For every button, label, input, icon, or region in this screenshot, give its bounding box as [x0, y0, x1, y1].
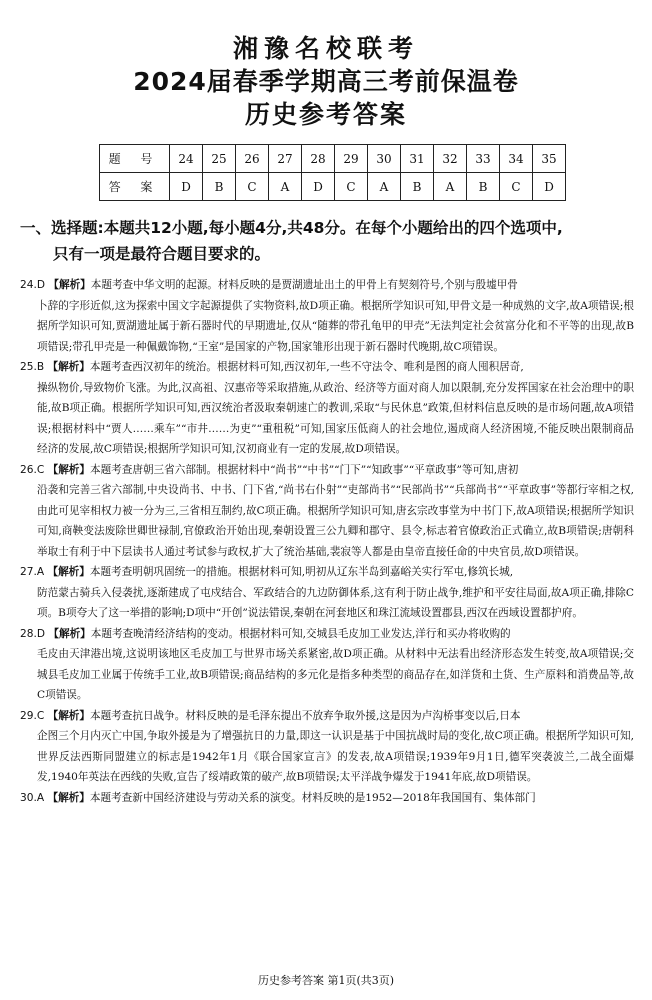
answer-cell: D	[533, 173, 566, 201]
analysis-tag: 【解析】	[47, 709, 90, 722]
explanation-first-line: 本题考查唐朝三省六部制。根据材料中“尚书”“中书”“门下”“知政事”“平章政事”等可知,唐初	[90, 463, 519, 476]
section-heading	[20, 215, 645, 267]
explanation-first-line: 本题考查西汉初年的统治。根据材料可知,西汉初年,一些不守法令、唯利是图的商人囤积居奇,	[89, 361, 524, 373]
answer-cell: A	[269, 173, 302, 201]
explanation-first-line: 本题考查明朝巩固统一的措施。根据材料可知,明初从辽东半岛到嘉峪关实行军屯,修筑长城,	[89, 566, 514, 578]
explanation-30	[20, 788, 634, 809]
explanation-body: 企图三个月内灭亡中国,争取外援是为了增强抗日的力量,即这一认识是基于中国抗战时局的变化,故C项正确。根据所学知识可知,世界反法西斯同盟建立的标志是1942年1月《联合国家宣言》的发表,故A项错误;1939年9月1日,德军突袭波兰,二战全面爆发,1940年英法在西线的失败,宣告了绥靖政策的破产,故B项错误;太平洋战争爆发于1941年底,故D项错误。	[37, 730, 634, 783]
explanation-26	[20, 460, 634, 563]
question-number-cell: 33	[467, 145, 500, 173]
answer-cell: C	[236, 173, 269, 201]
explanation-body: 卜辞的字形近似,这为探索中国文字起源提供了实物资料,故D项正确。根据所学知识可知,甲骨文是一种成熟的文字,故A项错误;根据所学知识可知,贾湖遗址属于新石器时代的早期遗址,仅从“随葬的带孔龟甲的甲壳”无法判定社会贫富分化和不平等的出现,故B项错误;带孔甲壳是一种佩戴饰物,“王室”是国家的产物,国家雏形出现于新石器时代晚期,故C项错误。	[37, 299, 634, 353]
explanations	[0, 275, 652, 808]
explanation-first-line: 本题考查新中国经济建设与劳动关系的演变。材料反映的是1952—2018年我国国有、集体部门	[89, 791, 536, 804]
section-heading-line1: 一、选择题:本题共12小题,每小题4分,共48分。在每个小题给出的四个选项中,	[20, 219, 563, 237]
question-number-cell: 28	[302, 145, 335, 173]
analysis-tag: 【解析】	[47, 361, 90, 373]
answer-cell: D	[302, 173, 335, 201]
analysis-tag: 【解析】	[48, 627, 91, 640]
question-number-cell: 31	[401, 145, 434, 173]
question-number-cell: 27	[269, 145, 302, 173]
question-number-cell: 29	[335, 145, 368, 173]
answer-cell: C	[335, 173, 368, 201]
question-number-cell: 30	[368, 145, 401, 173]
answer-cell: D	[170, 173, 203, 201]
explanation-25	[20, 357, 634, 460]
analysis-tag: 【解析】	[47, 791, 90, 804]
explanation-first-line: 本题考查晚清经济结构的变动。根据材料可知,交城县毛皮加工业发达,洋行和买办将收购的	[90, 627, 511, 640]
exam-title: 湘豫名校联考	[232, 34, 419, 63]
explanation-28	[20, 624, 634, 706]
explanation-body: 操纵物价,导致物价飞涨。为此,汉高祖、汉惠帝等采取措施,从政治、经济等方面对商人加以限制,充分发挥国家在社会治理中的职能,故B项正确。根据所学知识可知,西汉统治者汲取秦朝速亡的教训,采取“与民休息”政策,但材料信息反映的是市场问题,故A项错误;根据材料中“贾人……乘车”“市井……为吏”“重租税”可知,国家压低商人的社会地位,遏成商人经济困境,不能反映出限制商品经济的发展,故C项错误;根据所学知识可知,汉初商业有一定的发展,故D项错误。	[37, 381, 634, 455]
question-number-cell: 34	[500, 145, 533, 173]
question-answer-label: 27.A	[20, 566, 45, 578]
question-number-cell: 25	[203, 145, 236, 173]
question-number-row	[100, 145, 566, 173]
explanation-29	[20, 706, 634, 788]
answer-row	[100, 173, 566, 201]
answer-cell: B	[401, 173, 434, 201]
question-answer-label: 26.C	[20, 463, 45, 476]
answer-table	[99, 144, 566, 201]
answer-cell: A	[368, 173, 401, 201]
analysis-tag: 【解析】	[47, 463, 90, 476]
explanation-first-line: 本题考查抗日战争。材料反映的是毛泽东提出不放弃争取外援,这是因为卢沟桥事变以后,日本	[90, 709, 521, 722]
analysis-tag: 【解析】	[47, 566, 90, 578]
answer-cell: A	[434, 173, 467, 201]
explanation-body: 防范蒙古骑兵入侵袭扰,逐渐建成了屯戍结合、军政结合的九边防御体系,这有利于防止战争,维护和平安往局面,故A项正确,排除C项。B项夸大了这一举措的影响;D项中“开创”说法错误,秦朝在河套地区和珠江流域设置郡县,西汉在西域设置都护府。	[37, 586, 634, 619]
explanation-body: 毛皮由天津港出境,这说明该地区毛皮加工与世界市场关系紧密,故D项正确。从材料中无法看出经济形态发生转变,故A项错误;交城县毛皮加工业属于传统手工业,故B项错误;商品结构的多元化是指多种类型的商品存在,如洋货和土货、生产原料和消费品等,故C项错误。	[37, 648, 634, 701]
answer-header: 答 案	[100, 173, 170, 201]
question-number-cell: 24	[170, 145, 203, 173]
explanation-first-line: 本题考查中华文明的起源。材料反映的是贾湖遗址出土的甲骨上有契刻符号,个别与殷墟甲骨	[90, 279, 518, 291]
question-number-header: 题 号	[100, 145, 170, 173]
question-answer-label: 28.D	[20, 627, 46, 640]
page-footer: 历史参考答案 第1页(共3页)	[257, 974, 395, 987]
question-number-cell: 35	[533, 145, 566, 173]
analysis-tag: 【解析】	[48, 279, 91, 291]
exam-subtitle: 2024届春季学期高三考前保温卷	[133, 67, 519, 96]
question-number-cell: 26	[236, 145, 269, 173]
section-heading-line2: 只有一项是最符合题目要求的。	[53, 245, 271, 263]
question-answer-label: 29.C	[20, 709, 45, 722]
question-answer-label: 25.B	[20, 361, 45, 373]
explanation-24	[20, 275, 634, 357]
explanation-body: 沿袭和完善三省六部制,中央设尚书、中书、门下省,“尚书右仆射”“吏部尚书”“民部尚书”“兵部尚书”“平章政事”等都行宰相之权,由此可见宰相权力被一分为三,三省相互制约,故C项正确。根据所学知识可知,唐玄宗改事堂为中书门下,故A项错误;根据所学知识可知,商鞅变法废除世卿世禄制,官僚政治开始出现,秦朝设置三公九卿和郡守、县令,标志着官僚政治正式确立,故B项错误;唐朝科举取士有利于中下层读书人通过考试参与政权,扩大了统治基础,裴寂等人都是由皇帝直接任命的中央官员,故D项错误。	[37, 484, 634, 558]
answer-cell: B	[203, 173, 236, 201]
question-number-cell: 32	[434, 145, 467, 173]
answer-cell: B	[467, 173, 500, 201]
answer-key-title: 历史参考答案	[244, 100, 407, 129]
question-answer-label: 24.D	[20, 279, 46, 291]
question-answer-label: 30.A	[20, 791, 45, 804]
answer-cell: C	[500, 173, 533, 201]
explanation-27	[20, 562, 634, 624]
